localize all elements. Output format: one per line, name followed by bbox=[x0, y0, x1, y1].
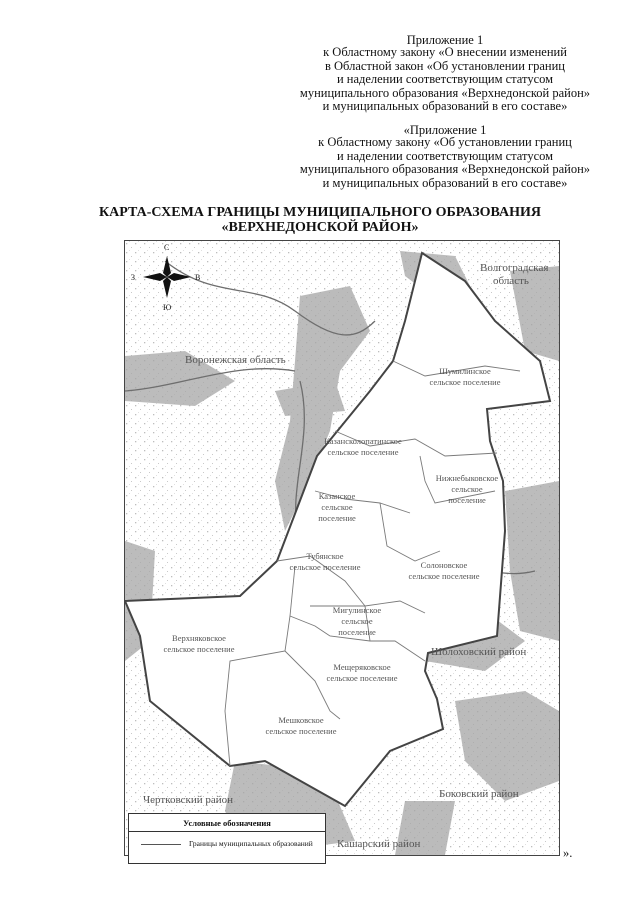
legend-boundary-line-symbol bbox=[141, 844, 181, 845]
label-kazanskolopatinskoe-2: сельское поселение bbox=[327, 447, 399, 457]
compass-south-label: Ю bbox=[163, 303, 172, 312]
label-verkhnyakovskoe-1: Верхняковское bbox=[172, 633, 226, 643]
label-sholokhov: Шолоховский район bbox=[431, 646, 527, 658]
closing-quote-mark: ». bbox=[563, 846, 573, 860]
label-solonovskoe-1: Солоновское bbox=[420, 560, 468, 570]
compass-east-label: В bbox=[195, 273, 201, 282]
label-kazanskoe-3: поселение bbox=[318, 513, 356, 523]
label-meshcheryakovskoe-2: сельское поселение bbox=[326, 673, 398, 683]
label-meshkovskoe-1: Мешковское bbox=[278, 715, 324, 725]
label-bokovsky: Боковский район bbox=[439, 788, 519, 800]
label-kazanskolopatinskoe-1: Казансколопатинское bbox=[324, 436, 402, 446]
label-volgograd-2: область bbox=[493, 275, 529, 287]
label-migulinskoe-2: сельское bbox=[341, 616, 373, 626]
label-migulinskoe-1: Мигулинское bbox=[332, 605, 382, 615]
legend-boundary-label: Границы муниципальных образований bbox=[189, 839, 313, 848]
label-nizhnebykovskoe-1: Нижнебыковское bbox=[435, 473, 499, 483]
compass-west-label: З bbox=[131, 273, 136, 282]
label-verkhnyakovskoe-2: сельское поселение bbox=[163, 644, 235, 654]
label-migulinskoe-3: поселение bbox=[338, 627, 376, 637]
legend-title: Условные обозначения bbox=[183, 818, 271, 828]
label-tubyanskoe-1: Тубянское bbox=[306, 551, 344, 561]
map-canvas bbox=[125, 241, 559, 855]
appendix-heading: Приложение 1 bbox=[406, 33, 484, 47]
label-kazanskoe-1: Казанское bbox=[318, 491, 356, 501]
legend-divider bbox=[129, 831, 325, 832]
compass-north-label: С bbox=[164, 243, 170, 252]
label-shumilinskoe-2: сельское поселение bbox=[429, 377, 501, 387]
label-tubyanskoe-2: сельское поселение bbox=[289, 562, 361, 572]
label-volgograd-1: Волгоградская bbox=[480, 262, 549, 274]
map-frame bbox=[124, 240, 560, 856]
label-meshcheryakovskoe-1: Мещеряковское bbox=[333, 662, 391, 672]
label-solonovskoe-2: сельское поселение bbox=[408, 571, 480, 581]
law-reference-block-2: к Областному закону «Об установлении границ и наделении соответствующим статусом муниципального образования «Верхнедонской район» и муниципальных образований в его составе» bbox=[299, 135, 591, 190]
label-kashary: Кашарский район bbox=[337, 838, 421, 850]
label-nizhnebykovskoe-2: сельское bbox=[451, 484, 483, 494]
label-meshkovskoe-2: сельское поселение bbox=[265, 726, 337, 736]
label-shumilinskoe-1: Шумилинское bbox=[439, 366, 491, 376]
map-legend bbox=[128, 813, 326, 864]
law-reference-block: к Областному закону «О внесении изменений в Областной закон «Об установлении границ и наделении соответствующим статусом муниципального образования «Верхнедонской район» и муниципальных образований в его составе» bbox=[299, 45, 591, 113]
map-title: КАРТА-СХЕМА ГРАНИЦЫ МУНИЦИПАЛЬНОГО ОБРАЗОВАНИЯ «ВЕРХНЕДОНСКОЙ РАЙОН» bbox=[99, 205, 541, 235]
label-kazanskoe-2: сельское bbox=[321, 502, 353, 512]
label-nizhnebykovskoe-3: поселение bbox=[448, 495, 486, 505]
appendix-heading-quoted: «Приложение 1 bbox=[403, 123, 487, 137]
label-voronezh: Воронежская область bbox=[185, 354, 286, 366]
label-chertkovsky: Чертковский район bbox=[143, 794, 234, 806]
